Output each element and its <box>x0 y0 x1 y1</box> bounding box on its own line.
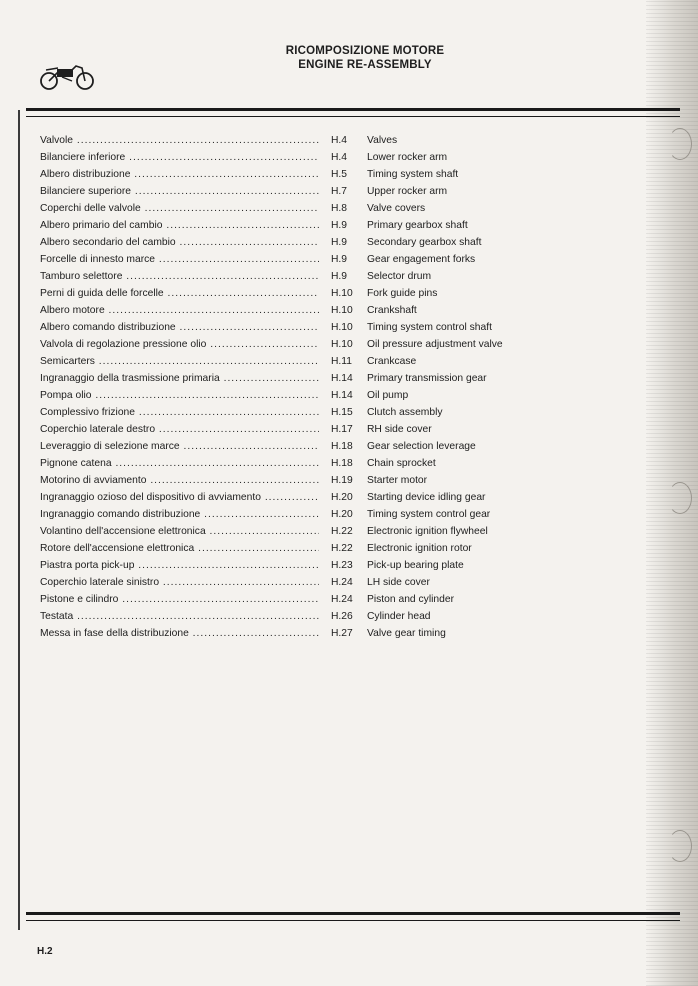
toc-italian-label: Coperchio laterale sinistro ..... <box>40 574 319 591</box>
toc-row <box>40 523 530 540</box>
toc-italian-label: Semicarters ..... <box>40 353 319 370</box>
toc-row <box>40 149 530 166</box>
toc-page-ref: H.7 <box>331 186 348 197</box>
toc-english-label: Timing system control shaft <box>367 322 492 333</box>
toc-english-label: RH side cover <box>367 424 432 435</box>
toc-page-ref: H.9 <box>331 254 348 265</box>
toc-italian-label: Pistone e cilindro ..... <box>40 591 319 608</box>
toc-english-label: LH side cover <box>367 577 430 588</box>
toc-english-label: Fork guide pins <box>367 288 438 299</box>
toc-italian-label: Leveraggio di selezione marce ..... <box>40 438 319 455</box>
toc-english-label: Electronic ignition flywheel <box>367 526 488 537</box>
toc-row <box>40 336 530 353</box>
toc-page-ref: H.15 <box>331 407 353 418</box>
toc-english-label: Oil pressure adjustment valve <box>367 339 503 350</box>
toc-row <box>40 625 530 642</box>
toc-row <box>40 455 530 472</box>
toc-italian-label: Bilanciere superiore ..... <box>40 183 319 200</box>
toc-row <box>40 319 530 336</box>
toc-page-ref: H.10 <box>331 288 353 299</box>
toc-row <box>40 370 530 387</box>
toc-page-ref: H.26 <box>331 611 353 622</box>
toc-page-ref: H.10 <box>331 339 353 350</box>
toc-page-ref: H.11 <box>331 356 352 367</box>
toc-page-ref: H.18 <box>331 458 353 469</box>
toc-row <box>40 540 530 557</box>
page-title <box>160 44 570 72</box>
toc-italian-label: Testata ..... <box>40 608 319 625</box>
toc-english-label: Valves <box>367 135 398 146</box>
binder-hole-3 <box>668 830 692 862</box>
toc-english-label: Crankcase <box>367 356 417 367</box>
page-number: H.2 <box>37 946 53 957</box>
toc-english-label: Pick-up bearing plate <box>367 560 464 571</box>
toc-english-label: Primary transmission gear <box>367 373 487 384</box>
toc-english-label: Electronic ignition rotor <box>367 543 472 554</box>
toc-italian-label: Forcelle di innesto marce ..... <box>40 251 319 268</box>
toc-italian-label: Pompa olio ..... <box>40 387 319 404</box>
toc-english-label: Secondary gearbox shaft <box>367 237 482 248</box>
binder-hole-2 <box>668 482 692 514</box>
toc-italian-label: Ingranaggio della trasmissione primaria ..... <box>40 370 319 387</box>
toc-row <box>40 574 530 591</box>
toc-page-ref: H.22 <box>331 526 353 537</box>
toc-italian-label: Valvola di regolazione pressione olio ..... <box>40 336 319 353</box>
header-rule <box>26 108 680 111</box>
title-italian: RICOMPOSIZIONE MOTORE <box>285 45 445 57</box>
toc-row <box>40 421 530 438</box>
toc-page-ref: H.20 <box>331 509 353 520</box>
toc-italian-label: Complessivo frizione ..... <box>40 404 319 421</box>
toc-english-label: Starter motor <box>367 475 428 486</box>
toc-italian-label: Motorino di avviamento ..... <box>40 472 319 489</box>
footer-rule-thin <box>26 920 680 921</box>
toc-row <box>40 166 530 183</box>
toc-page-ref: H.4 <box>331 152 348 163</box>
header-rule-thin <box>26 116 680 117</box>
toc-english-label: Selector drum <box>367 271 432 282</box>
toc-row <box>40 557 530 574</box>
toc-page-ref: H.14 <box>331 390 353 401</box>
toc-italian-label: Ingranaggio ozioso del dispositivo di avviamento ..... <box>40 489 319 506</box>
toc-page-ref: H.10 <box>331 305 353 316</box>
toc-english-label: Crankshaft <box>367 305 417 316</box>
toc-row <box>40 353 530 370</box>
toc-row <box>40 472 530 489</box>
toc-italian-label: Albero secondario del cambio ..... <box>40 234 319 251</box>
toc-row <box>40 234 530 251</box>
toc-italian-label: Messa in fase della distribuzione ..... <box>40 625 319 642</box>
toc-english-label: Timing system control gear <box>367 509 491 520</box>
toc-english-label: Chain sprocket <box>367 458 436 469</box>
toc-page-ref: H.23 <box>331 560 353 571</box>
toc-page-ref: H.8 <box>331 203 348 214</box>
toc-italian-label: Volantino dell'accensione elettronica ..... <box>40 523 319 540</box>
toc-italian-label: Albero motore ..... <box>40 302 319 319</box>
toc-page-ref: H.10 <box>331 322 353 333</box>
toc-page-ref: H.14 <box>331 373 353 384</box>
toc-row <box>40 489 530 506</box>
toc-row <box>40 268 530 285</box>
toc-row <box>40 404 530 421</box>
toc-page-ref: H.27 <box>331 628 353 639</box>
toc-page-ref: H.24 <box>331 594 353 605</box>
toc-italian-label: Rotore dell'accensione elettronica ..... <box>40 540 319 557</box>
toc-page-ref: H.20 <box>331 492 353 503</box>
toc-italian-label: Valvole ..... <box>40 132 319 149</box>
toc-row <box>40 591 530 608</box>
left-margin-line <box>18 110 20 930</box>
toc-row <box>40 302 530 319</box>
toc-italian-label: Bilanciere inferiore ..... <box>40 149 319 166</box>
toc-row <box>40 506 530 523</box>
toc-row <box>40 251 530 268</box>
toc-english-label: Piston and cylinder <box>367 594 455 605</box>
footer-rule <box>26 912 680 915</box>
toc-row <box>40 285 530 302</box>
toc-english-label: Gear selection leverage <box>367 441 476 452</box>
toc-italian-label: Ingranaggio comando distribuzione ..... <box>40 506 319 523</box>
toc-english-label: Timing system shaft <box>367 169 459 180</box>
toc-page-ref: H.5 <box>331 169 348 180</box>
toc-italian-label: Albero primario del cambio ..... <box>40 217 319 234</box>
toc-row <box>40 132 530 149</box>
toc-italian-label: Albero comando distribuzione ..... <box>40 319 319 336</box>
toc-italian-label: Perni di guida delle forcelle ..... <box>40 285 319 302</box>
table-of-contents <box>40 132 530 642</box>
toc-page-ref: H.9 <box>331 237 348 248</box>
motorcycle-icon <box>38 60 96 92</box>
toc-english-label: Clutch assembly <box>367 407 443 418</box>
toc-english-label: Gear engagement forks <box>367 254 476 265</box>
toc-row <box>40 217 530 234</box>
toc-row <box>40 438 530 455</box>
toc-row <box>40 387 530 404</box>
toc-page-ref: H.18 <box>331 441 353 452</box>
toc-page-ref: H.9 <box>331 271 348 282</box>
toc-italian-label: Coperchio laterale destro ..... <box>40 421 319 438</box>
toc-english-label: Starting device idling gear <box>367 492 486 503</box>
toc-english-label: Upper rocker arm <box>367 186 448 197</box>
toc-page-ref: H.9 <box>331 220 348 231</box>
toc-page-ref: H.24 <box>331 577 353 588</box>
toc-row <box>40 183 530 200</box>
toc-english-label: Lower rocker arm <box>367 152 448 163</box>
toc-italian-label: Coperchi delle valvole ..... <box>40 200 319 217</box>
toc-row <box>40 608 530 625</box>
toc-row <box>40 200 530 217</box>
toc-italian-label: Pignone catena ..... <box>40 455 319 472</box>
toc-english-label: Primary gearbox shaft <box>367 220 468 231</box>
binder-hole-1 <box>668 128 692 160</box>
title-english: ENGINE RE-ASSEMBLY <box>298 59 432 71</box>
toc-english-label: Cylinder head <box>367 611 431 622</box>
toc-page-ref: H.22 <box>331 543 353 554</box>
toc-italian-label: Tamburo selettore ..... <box>40 268 319 285</box>
toc-italian-label: Albero distribuzione ..... <box>40 166 319 183</box>
toc-italian-label: Piastra porta pick-up ..... <box>40 557 319 574</box>
toc-english-label: Valve gear timing <box>367 628 446 639</box>
toc-english-label: Oil pump <box>367 390 409 401</box>
toc-page-ref: H.17 <box>331 424 353 435</box>
toc-page-ref: H.19 <box>331 475 353 486</box>
toc-page-ref: H.4 <box>331 135 348 146</box>
toc-english-label: Valve covers <box>367 203 426 214</box>
